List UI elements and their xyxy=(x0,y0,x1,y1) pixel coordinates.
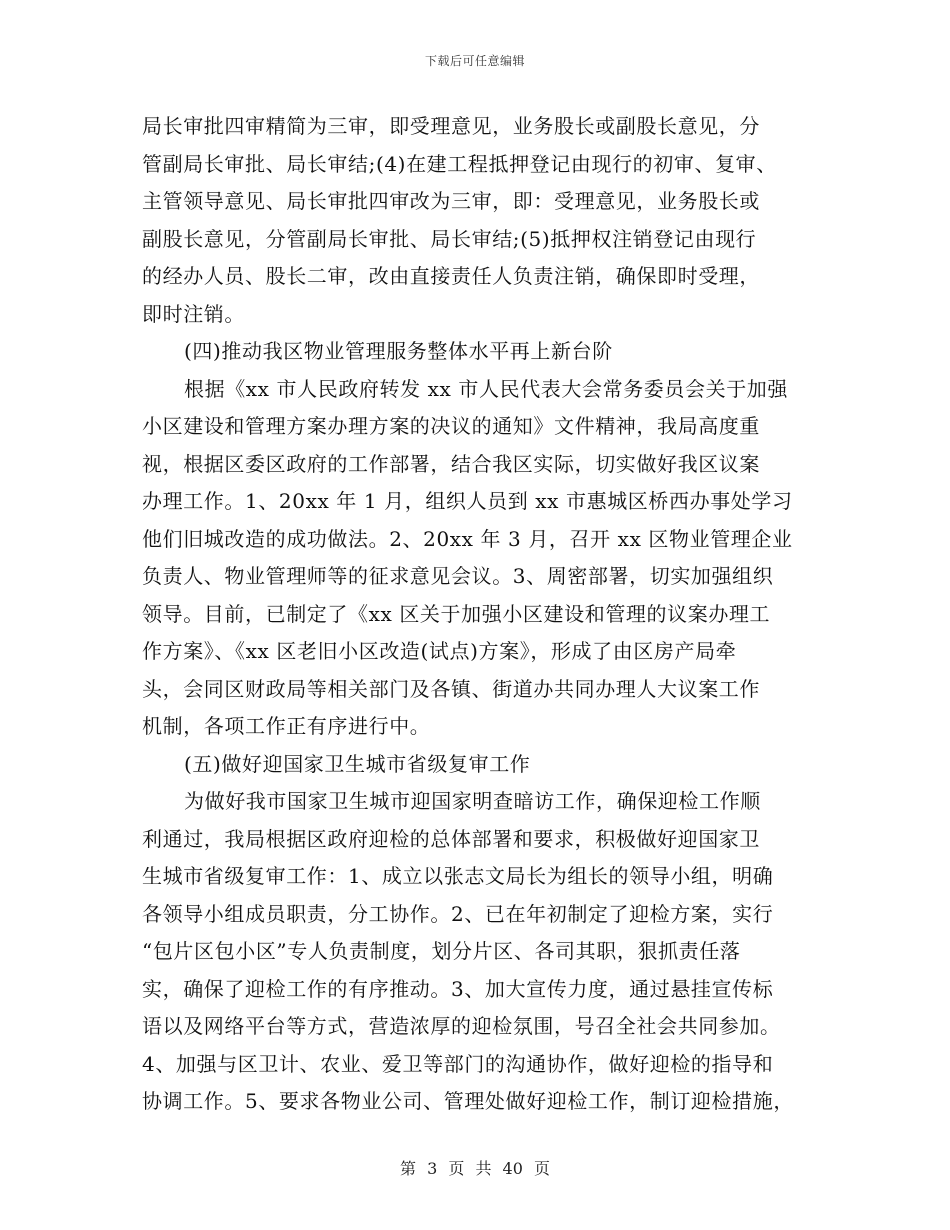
text-line: 作方案》、《xx 区老旧小区改造(试点)方案》，形成了由区房产局牵 xyxy=(142,639,737,663)
text-line: 实，确保了迎检工作的有序推动。3、加大宣传力度，通过悬挂宣传标 xyxy=(142,976,774,1001)
text-line: 领导。目前，已制定了《xx 区关于加强小区建设和管理的议案办理工 xyxy=(142,601,771,626)
text-line: 语以及网络平台等方式，营造浓厚的迎检氛围，号召全社会共同参加。 xyxy=(142,1014,781,1038)
text-line: 4、加强与区卫计、农业、爱卫等部门的沟通协作，做好迎检的指导和 xyxy=(142,1051,774,1076)
text-line: 主管领导意见、局长审批四审改为三审，即：受理意见，业务股长或 xyxy=(142,189,760,213)
text-line: 小区建设和管理方案办理方案的决议的通知》文件精神，我局高度重 xyxy=(142,414,760,438)
text-line: 的经办人员、股长二审，改由直接责任人负责注销，确保即时受理， xyxy=(142,264,760,288)
text-line: 副股长意见，分管副局长审批、局长审结;(5)抵押权注销登记由现行 xyxy=(142,226,757,251)
text-line: 利通过，我局根据区政府迎检的总体部署和要求，积极做好迎国家卫 xyxy=(142,826,760,851)
text-line: (五)做好迎国家卫生城市省级复审工作 xyxy=(184,751,531,776)
text-line: 各领导小组成员职责，分工协作。2、已在年初制定了迎检方案，实行 xyxy=(142,901,774,926)
text-line: 视，根据区委区政府的工作部署，结合我区实际，切实做好我区议案 xyxy=(142,451,760,476)
text-line: 办理工作。1、20xx 年 1 月，组织人员到 xx 市惠城区桥西办事处学习 xyxy=(142,489,793,513)
text-line: 根据《xx 市人民政府转发 xx 市人民代表大会常务委员会关于加强 xyxy=(184,376,788,401)
text-line: (四)推动我区物业管理服务整体水平再上新台阶 xyxy=(184,339,613,363)
page-footer: 第 3 页 共 40 页 xyxy=(400,1159,550,1178)
text-line: 局长审批四审精简为三审，即受理意见，业务股长或副股长意见，分 xyxy=(142,114,760,138)
text-line: 即时注销。 xyxy=(142,301,245,326)
text-line: 负责人、物业管理师等的征求意见会议。3、周密部署，切实加强组织 xyxy=(142,564,774,588)
text-line: 协调工作。5、要求各物业公司、管理处做好迎检工作，制订迎检措施， xyxy=(142,1089,794,1113)
text-line: 为做好我市国家卫生城市迎国家明查暗访工作，确保迎检工作顺 xyxy=(184,789,761,813)
text-line: “包片区包小区”专人负责制度，划分片区、各司其职，狠抓责任落 xyxy=(142,939,741,963)
text-line: 头，会同区财政局等相关部门及各镇、街道办共同办理人大议案工作 xyxy=(142,676,760,701)
document-body xyxy=(142,108,822,1121)
text-line: 生城市省级复审工作：1、成立以张志文局长为组长的领导小组，明确 xyxy=(142,864,774,888)
text-line: 他们旧城改造的成功做法。2、20xx 年 3 月，召开 xx 区物业管理企业 xyxy=(142,526,793,551)
text-line: 机制，各项工作正有序进行中。 xyxy=(142,714,431,738)
page-header: 下载后可任意编辑 xyxy=(424,54,525,68)
text-line: 管副局长审批、局长审结;(4)在建工程抵押登记由现行的初审、复审、 xyxy=(142,151,777,176)
